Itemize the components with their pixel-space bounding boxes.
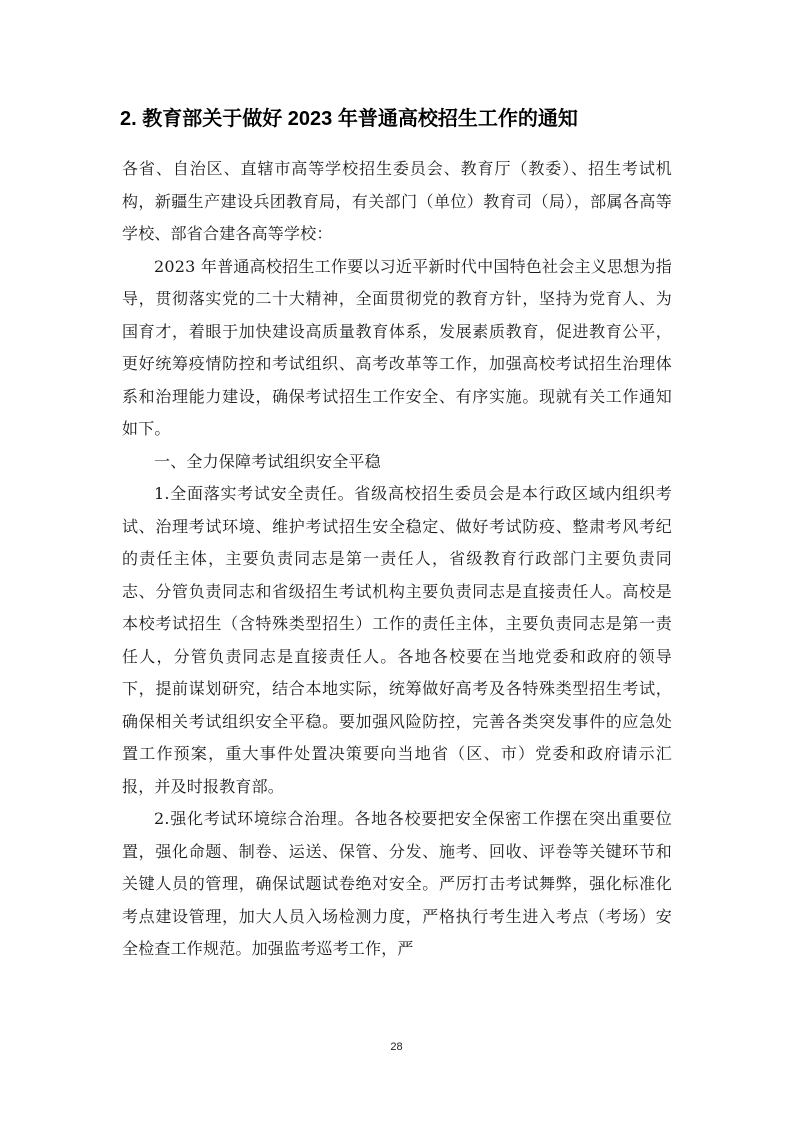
paragraph-salutation: 各省、自治区、直辖市高等学校招生委员会、教育厅（教委）、招生考试机构，新疆生产建设兵团教育局，有关部门（单位）教育司（局），部属各高等学校、部省合建各高等学校： (122, 159, 672, 243)
paragraph-intro: 2023 年普通高校招生工作要以习近平新时代中国特色社会主义思想为指导，贯彻落实党的二十大精神，全面贯彻党的教育方针，坚持为党育人、为国育才，着眼于加快建设高质量教育体系，发展素质教育，促进教育公平，更好统筹疫情防控和考试组织、高考改革等工作，加强高校考试招生治理体系和治理能力建设，确保考试招生工作安全、有序实施。现就有关工作通知如下。 (122, 256, 672, 438)
paragraph-item-2: 2.强化考试环境综合治理。各地各校要把安全保密工作摆在突出重要位置，强化命题、制卷、运送、保管、分发、施考、回收、评卷等关键环节和关键人员的管理，确保试题试卷绝对安全。严厉打击考试舞弊，强化标准化考点建设管理，加大人员入场检测力度，严格执行考生进入考点（考场）安全检查工作规范。加强监考巡考工作，严 (122, 809, 672, 958)
document-body (122, 153, 672, 966)
document-heading: 2. 教育部关于做好 2023 年普通高校招生工作的通知 (120, 108, 578, 130)
section-heading-1: 一、全力保障考试组织安全平稳 (154, 451, 381, 471)
page-number: 28 (390, 1041, 403, 1053)
paragraph-item-1: 1.全面落实考试安全责任。省级高校招生委员会是本行政区域内组织考试、治理考试环境、维护考试招生安全稳定、做好考试防疫、整肃考风考纪的责任主体，主要负责同志是第一责任人，省级教育行政部门主要负责同志、分管负责同志和省级招生考试机构主要负责同志是直接责任人。高校是本校考试招生（含特殊类型招生）工作的责任主体，主要负责同志是第一责任人，分管负责同志是直接责任人。各地各校要在当地党委和政府的领导下，提前谋划研究，结合本地实际，统筹做好高考及各特殊类型招生考试，确保相关考试组织安全平稳。要加强风险防控，完善各类突发事件的应急处置工作预案，重大事件处置决策要向当地省（区、市）党委和政府请示汇报，并及时报教育部。 (122, 484, 672, 796)
